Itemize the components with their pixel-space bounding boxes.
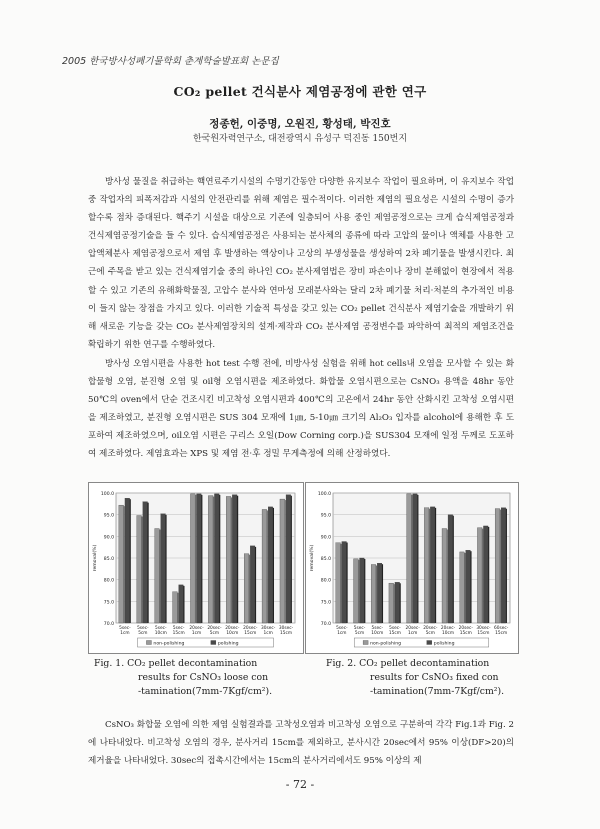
bar <box>173 592 178 623</box>
bar <box>354 559 359 623</box>
bar-side <box>141 517 142 623</box>
bar <box>226 496 231 623</box>
bar <box>179 585 184 623</box>
bar <box>268 507 273 623</box>
bar-side <box>382 564 383 623</box>
bar <box>430 507 435 623</box>
x-tick-label: 1cm <box>263 631 273 636</box>
bar-side <box>506 509 507 623</box>
x-tick-label: 1cm <box>191 631 202 636</box>
figure-2-caption <box>326 657 526 699</box>
bar <box>371 565 376 624</box>
x-tick-label: 5cm <box>209 631 220 636</box>
page-number: - 72 - <box>285 778 315 791</box>
caption-line: -tamination(7mm-7Kgf/cm²). <box>138 686 273 697</box>
y-tick-label: 100.0 <box>100 492 114 497</box>
bar <box>424 508 429 623</box>
x-tick-label: 20sec- <box>405 626 420 631</box>
bar-side <box>165 515 166 623</box>
bar <box>448 515 453 623</box>
bar-side <box>488 527 489 623</box>
caption-line: -tamination(7mm-7Kgf/cm²). <box>370 686 505 697</box>
x-tick-label: 15cm <box>477 631 490 636</box>
x-tick-label: 30sec- <box>261 626 276 631</box>
bar-side <box>201 495 202 623</box>
bar <box>460 552 465 623</box>
figure-1-chart <box>88 482 304 654</box>
y-tick-label: 85.0 <box>320 557 331 562</box>
legend-label: polishing <box>433 641 455 647</box>
bar-side <box>183 586 184 623</box>
caption-line: Fig. 1. CO₂ pellet decontamination <box>94 658 258 669</box>
x-tick-label: 5sec- <box>389 626 401 631</box>
bar <box>280 499 285 623</box>
x-tick-label: 10cm <box>442 631 455 636</box>
x-tick-label: 15cm <box>388 631 401 636</box>
x-tick-label: 10cm <box>226 631 239 636</box>
bar-side <box>417 495 418 623</box>
bar <box>161 514 166 623</box>
bar-side <box>364 559 365 623</box>
bar-side <box>195 495 196 623</box>
bar <box>477 528 482 623</box>
x-tick-label: 5sec- <box>371 626 384 631</box>
bar <box>360 558 365 623</box>
bar-side <box>358 560 359 623</box>
y-tick-label: 90.0 <box>320 535 331 541</box>
body-paragraph-3: CsNO₃ 화합물 오염에 의한 제염 실험결과를 고착성오염과 비고착성 오염으로 구분하여 각각 Fig.1과 Fig. 2에 나타내었다. 비고착성 오염의 경우, 분사거리 15cm를 제외하고, 분사시간 20sec에서 95% 이상(DF>20)의 제거율을 나타내었다. 30sec의 접촉시간에서는 15cm의 분사거리에서도 95% 이상의 제 <box>88 720 514 767</box>
x-tick-label: 20sec- <box>189 626 204 631</box>
x-tick-label: 5cm <box>354 631 365 636</box>
x-tick-label: 1cm <box>337 631 347 636</box>
bar-side <box>500 510 501 623</box>
x-tick-label: 20sec- <box>440 626 456 631</box>
legend-swatch <box>146 641 151 645</box>
x-tick-label: 20sec- <box>423 626 438 631</box>
x-tick-label: 5sec- <box>336 626 348 631</box>
x-tick-label: 20sec- <box>207 626 222 631</box>
x-tick-label: 5sec- <box>353 626 366 631</box>
x-tick-label: 5sec- <box>154 626 167 631</box>
bar <box>413 494 418 623</box>
legend-swatch <box>363 641 368 645</box>
bar-side <box>376 566 377 624</box>
bar <box>336 543 341 623</box>
x-tick-label: 15cm <box>495 631 508 636</box>
x-tick-label: 20sec- <box>458 626 473 631</box>
bar <box>232 495 237 623</box>
bar <box>119 505 124 623</box>
bar <box>125 498 130 623</box>
bar <box>262 509 267 623</box>
bar <box>466 550 471 623</box>
x-tick-label: 5sec- <box>119 626 131 631</box>
y-tick-label: 75.0 <box>320 600 331 606</box>
bar-side <box>346 543 347 623</box>
bar-side <box>464 553 465 623</box>
x-tick-label: 10cm <box>154 631 167 636</box>
y-tick-label: 85.0 <box>103 557 114 562</box>
x-tick-label: 30sec- <box>278 626 294 631</box>
bar <box>395 582 400 623</box>
x-tick-label: 1cm <box>408 631 418 636</box>
bar <box>495 509 500 623</box>
x-tick-label: 30sec- <box>476 626 491 631</box>
y-tick-label: 90.0 <box>103 535 114 541</box>
bar-side <box>237 496 238 623</box>
y-tick-label: 100.0 <box>317 492 331 497</box>
bar <box>244 554 249 623</box>
bar-side <box>273 508 274 623</box>
bar-side <box>400 583 401 623</box>
bar-side <box>177 593 178 623</box>
x-tick-label: 1cm <box>120 631 130 636</box>
y-tick-label: 95.0 <box>320 513 331 519</box>
bar <box>483 526 488 623</box>
bar <box>137 516 142 623</box>
bar <box>250 546 255 623</box>
bar-side <box>291 496 292 623</box>
figure-2-chart <box>305 482 519 654</box>
bar-side <box>340 544 341 623</box>
caption-line: Fig. 2. CO₂ pellet decontamination <box>326 658 490 669</box>
y-tick-label: 80.0 <box>103 578 114 584</box>
legend-swatch <box>211 641 216 645</box>
bar <box>155 529 160 623</box>
y-axis-label: removal(%) <box>310 544 315 572</box>
bar-side <box>231 497 232 623</box>
caption-line: results for CsNO₃ fixed con <box>370 672 499 683</box>
bar-side <box>447 530 448 623</box>
bar <box>442 529 447 623</box>
bar <box>286 495 291 623</box>
x-tick-label: 5sec- <box>137 626 149 631</box>
bar-side <box>213 497 214 623</box>
bar-side <box>267 510 268 623</box>
x-tick-label: 5cm <box>425 631 435 636</box>
legend-swatch <box>427 641 432 645</box>
x-tick-label: 20sec- <box>225 626 240 631</box>
bar <box>407 494 412 623</box>
legend-label: non-polishing <box>370 641 402 647</box>
x-tick-label: 5cm <box>138 631 148 636</box>
legend-label: polishing <box>217 641 239 647</box>
legend-label: non-polishing <box>153 641 185 647</box>
bar-side <box>429 509 430 623</box>
bar <box>208 496 213 623</box>
body-paragraph-2: 방사성 오염시편을 사용한 hot test 수행 전에, 비방사성 실험을 위해 hot cells내 오염을 모사할 수 있는 화합물형 오염, 분진형 오염 및 oil형 오염시편을 제조하였다. 화합물 오염시편으로는 CsNO₃ 용액을 48hr 동안 50℃의 oven에서 단순 건조시킨 비고착성 오염시편과 400℃의 고온에서 24hr 동안 산화시킨 고착성 오염시편을 제조하였고, 분진형 오염시편은 SUS 304 모재에 1㎛, 5-10㎛ 크기의 Al₂O₃ 입자를 alcohol에 용해한 후 도포하여 제조하였으며, oil오염 시편은 구리스 오일(Dow Corning corp.)을 SUS304 모재에 일정 두께로 도포하여 제조하였다. 제염효과는 XPS 및 제염 전·후 정밀 무게측정에 의해 산정하였다. <box>88 359 514 460</box>
bar-side <box>159 530 160 623</box>
bar <box>143 502 148 623</box>
figure-2-svg <box>306 483 518 653</box>
x-tick-label: 10cm <box>371 631 384 636</box>
x-tick-label: 15cm <box>244 631 257 636</box>
bar-side <box>411 495 412 623</box>
bar-side <box>435 508 436 623</box>
bar-side <box>130 499 131 623</box>
bar-side <box>219 495 220 623</box>
y-tick-label: 70.0 <box>320 622 331 627</box>
y-tick-label: 95.0 <box>103 513 114 519</box>
caption-line: results for CsNO₃ loose con <box>138 672 269 683</box>
bar-side <box>453 516 454 623</box>
bar <box>190 494 195 623</box>
bar-side <box>249 555 250 623</box>
affiliation: 한국원자력연구소, 대전광역시 유성구 덕진동 150번지 <box>192 134 408 144</box>
y-tick-label: 80.0 <box>320 578 331 584</box>
x-tick-label: 5sec- <box>172 626 185 631</box>
running-head: 2005 한국방사성폐기물학회 춘계학술발표회 논문집 <box>62 56 279 67</box>
bar <box>342 542 347 623</box>
bar <box>214 494 219 623</box>
bar <box>501 508 506 623</box>
x-tick-label: 60sec- <box>494 626 509 631</box>
body-paragraph-1: 방사성 물질을 취급하는 핵연료주기시설의 수명기간동안 다양한 유지보수 작업이 필요하며, 이 유지보수 작업 중 작업자의 피폭저감과 시설의 안전관리를 위해 제염은 필수적이다. 이러한 제염의 필요성은 시설의 수명이 증가할수록 점차 증대된다. 핵주기 시설을 대상으로 기존에 일층되어 사용 중인 제염공정으로는 크게 습식제염공정과 건식제염공정기술을 들 수 있다. 습식제염공정은 사용되는 분사체의 종류에 따라 고압의 물이나 액체를 사용한 고압액체분사 제염공정으로서 제염 후 발생하는 액상이나 고상의 부생성물을 생성하여 2차 폐기물을 발생시킨다. 최근에 주목을 받고 있는 건식제염기술 중의 하나인 CO₂ 분사제염법은 장비 파손이나 장비 분해없이 현장에서 적용할 수 있고 기존의 유해화학물질, 고압수 분사와 연마성 모래분사와는 달리 2차 폐기물 처리·처분의 추가적인 비용이 들지 않는 장점을 가지고 있다. 이러한 기술적 특성을 갖고 있는 CO₂ pellet 건식분사 제염기술을 개발하기 위해 새로운 기능을 갖는 CO₂ 분사제염장치의 설계·제작과 CO₂ 분사제염 공정변수를 파악하여 최적의 제염조건을 확립하기 위한 연구를 수행하였다. <box>88 177 514 350</box>
bar <box>197 494 202 623</box>
bar-side <box>255 547 256 623</box>
bar-side <box>285 500 286 623</box>
figure-1-svg <box>89 483 303 653</box>
figure-1-caption <box>94 657 304 699</box>
bar-side <box>482 529 483 623</box>
bar <box>377 563 382 623</box>
y-axis-label: removal(%) <box>93 544 98 572</box>
bar-side <box>394 584 395 623</box>
x-tick-label: 15cm <box>280 631 293 636</box>
x-tick-label: 15cm <box>172 631 185 636</box>
x-tick-label: 20sec- <box>243 626 258 631</box>
x-tick-label: 15cm <box>459 631 472 636</box>
bar-side <box>470 551 471 623</box>
y-tick-label: 70.0 <box>103 622 114 627</box>
bar-side <box>124 506 125 623</box>
y-tick-label: 75.0 <box>103 600 114 606</box>
bar-side <box>148 503 149 623</box>
bar <box>389 583 394 623</box>
author-list: 정종헌, 이중명, 오원진, 황성태, 박진호 <box>209 118 391 130</box>
paper-title: CO₂ pellet 건식분사 제염공정에 관한 연구 <box>173 84 427 99</box>
